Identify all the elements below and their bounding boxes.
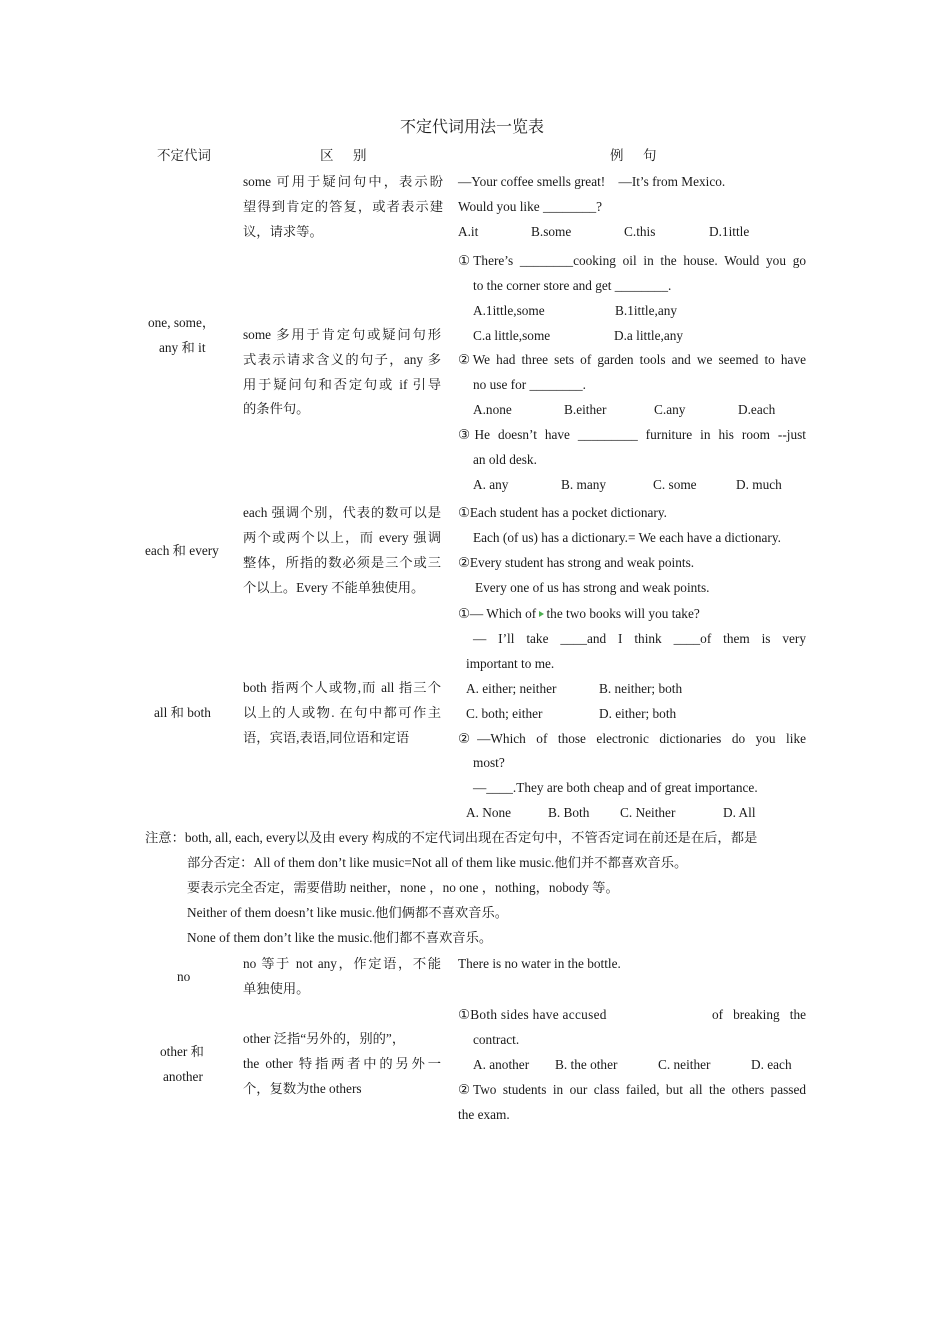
example-line: ①Both sides have accused — [458, 1007, 607, 1022]
note-line: 注意：both, all, each, every以及由 every 构成的不定代词出现在否定句中，不管否定词在前还是在后，都是 — [145, 830, 758, 845]
example-line: of breaking the — [712, 1007, 806, 1022]
example-line: Every one of us has strong and weak points. — [475, 580, 710, 595]
example-text: ①— Which of — [458, 606, 537, 621]
term-other-another — [160, 1043, 204, 1085]
option: A.none — [473, 402, 512, 417]
option: C. some — [653, 477, 697, 492]
example-line: ②—Which of those electronic dictionaries do you like — [458, 731, 806, 746]
option: B. the other — [555, 1057, 618, 1072]
note-line: 部分否定：All of them don’t like music=Not all of them like music.他们并不都喜欢音乐。 — [187, 855, 688, 870]
option: C. neither — [658, 1057, 711, 1072]
note-line: 要表示完全否定，需要借助 neither，none ，no one ，nothing，nobody 等。 — [187, 880, 619, 895]
option: B. Both — [548, 805, 590, 820]
option: C.any — [654, 402, 686, 417]
difference-line: 个以上。Every 不能单独使用。 — [243, 580, 425, 595]
option: D. much — [736, 477, 782, 492]
example-line: the exam. — [458, 1107, 510, 1122]
example-line: an old desk. — [473, 452, 537, 467]
example-line: most? — [473, 755, 505, 770]
option: A.1ittle,some — [473, 303, 545, 318]
example-line: contract. — [473, 1032, 520, 1047]
difference-line: 以上的人或物. 在句中都可作主 — [243, 705, 441, 720]
example-line: —____.They are both cheap and of great importance. — [473, 780, 758, 795]
term-line: another — [163, 1069, 203, 1084]
option: C.a little,some — [473, 328, 551, 343]
option: C.this — [624, 224, 656, 239]
option: D.a little,any — [614, 328, 684, 343]
difference-line: 的条件句。 — [243, 401, 310, 416]
difference-line: 个，复数为the others — [243, 1081, 362, 1096]
option: C. both; either — [466, 706, 543, 721]
difference-line: 用于疑问句和否定句或 if 引导 — [243, 377, 441, 392]
example-no-water: There is no water in the bottle. — [458, 956, 621, 971]
example-text: the two books will you take? — [546, 606, 700, 621]
example-line: ②Every student has strong and weak points. — [458, 555, 695, 570]
option: B. neither; both — [599, 681, 683, 696]
example-line: ③He doesn’t have _________ furniture in his room --just — [458, 427, 806, 442]
example-line: Each (of us) has a dictionary.= We each have a dictionary. — [473, 530, 781, 545]
difference-line: some 可用于疑问句中，表示盼 — [243, 174, 443, 189]
note-line: None of them don’t like the music.他们都不喜欢音乐。 — [187, 930, 493, 945]
difference-line: some 多用于肯定句或疑问句形 — [243, 327, 441, 342]
header-example: 例 句 — [610, 148, 660, 163]
term-each-every: each 和 every — [145, 543, 219, 558]
example-line: ①There’s ________cooking oil in the house. Would you go — [458, 253, 806, 268]
difference-line: 议，请求等。 — [243, 224, 323, 239]
example-line: important to me. — [466, 656, 555, 671]
example-line: Would you like ________? — [458, 199, 603, 214]
term-all-both: all 和 both — [154, 705, 211, 720]
example-line: —Your coffee smells great! —It’s from Mexico. — [458, 174, 726, 189]
example-line — [458, 605, 700, 622]
option: A. any — [473, 477, 509, 492]
example-line: ①Each student has a pocket dictionary. — [458, 505, 667, 520]
option: D.1ittle — [709, 224, 750, 239]
header-pronoun: 不定代词 — [157, 148, 211, 163]
example-line: to the corner store and get ________. — [473, 278, 672, 293]
option: A. another — [473, 1057, 530, 1072]
difference-line: each 强调个别，代表的数可以是 — [243, 505, 441, 520]
option: D. either; both — [599, 706, 677, 721]
term-line: any 和 it — [159, 340, 206, 355]
note-line: Neither of them doesn’t like music.他们俩都不喜欢音乐。 — [187, 905, 509, 920]
difference-line: no 等于 not any，作定语，不能 — [243, 956, 441, 971]
option: B.1ittle,any — [615, 303, 678, 318]
header-difference: 区 别 — [320, 148, 370, 163]
difference-line: 整体，所指的数必须是三个或三 — [243, 555, 441, 570]
option: D. each — [751, 1057, 792, 1072]
option: A.it — [458, 224, 479, 239]
difference-line: 语，宾语,表语,同位语和定语 — [243, 730, 410, 745]
term-line: one, some， — [148, 315, 216, 330]
difference-line: 望得到肯定的答复，或者表示建 — [243, 199, 443, 214]
difference-line: the other 特指两者中的另外一 — [243, 1056, 441, 1071]
term-no: no — [177, 969, 191, 984]
cursor-marker-icon — [539, 611, 544, 617]
difference-line: 单独使用。 — [243, 981, 310, 996]
example-line: no use for ________. — [473, 377, 587, 392]
option: D.each — [738, 402, 776, 417]
term-one-some-any-it — [148, 314, 215, 356]
option: C. Neither — [620, 805, 676, 820]
difference-line: other 泛指“另外的，别的”， — [243, 1031, 406, 1046]
option: B. many — [561, 477, 607, 492]
option: D. All — [723, 805, 756, 820]
difference-line: both 指两个人或物,而 all 指三个 — [243, 680, 441, 695]
option: A. None — [466, 805, 512, 820]
example-line: ②We had three sets of garden tools and we seemed to have — [458, 352, 806, 367]
page-title: 不定代词用法一览表 — [400, 119, 545, 136]
example-line: ②Two students in our class failed, but all the others passed — [458, 1082, 806, 1097]
difference-line: 式表示请求含义的句子，any 多 — [243, 352, 441, 367]
example-line: — I’ll take ____and I think ____of them is very — [473, 631, 806, 646]
option: B.either — [564, 402, 607, 417]
difference-line: 两个或两个以上，而 every 强调 — [243, 530, 441, 545]
term-line: other 和 — [160, 1044, 204, 1059]
option: B.some — [531, 224, 572, 239]
option: A. either; neither — [466, 681, 557, 696]
